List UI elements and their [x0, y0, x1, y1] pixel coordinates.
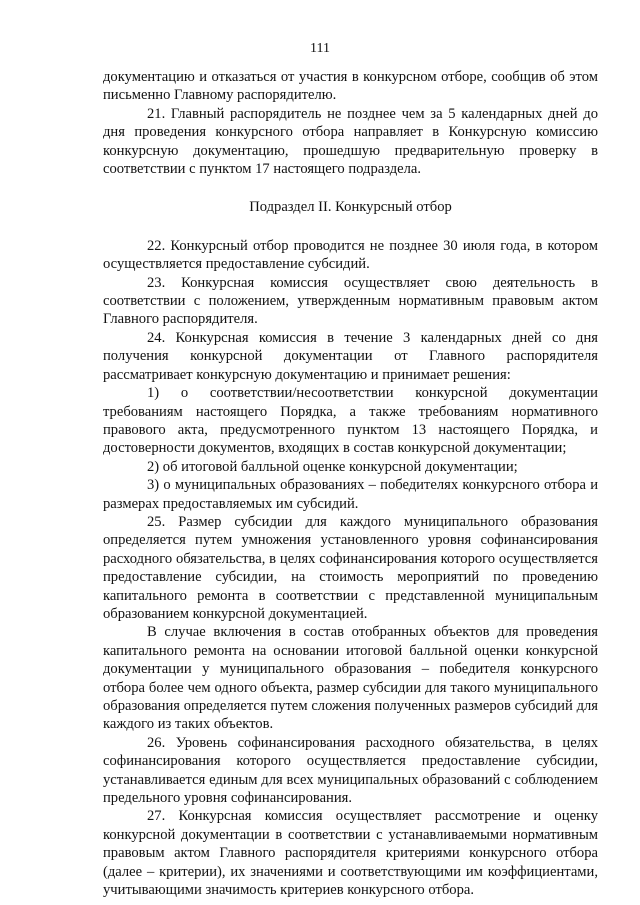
paragraph-24: 24. Конкурсная комиссия в течение 3 календарных дней со дня получения конкурсной документации от Главного распорядителя рассматривает конкурсную документацию и принимает решения:	[103, 329, 598, 383]
document-body	[103, 68, 598, 899]
list-item-3: 3) о муниципальных образованиях – победителях конкурсного отбора и размерах предоставляемых им субсидий.	[103, 477, 598, 512]
paragraph-continuation: документацию и отказаться от участия в конкурсном отборе, сообщив об этом письменно Главному распорядителю.	[103, 69, 598, 104]
paragraph-23: 23. Конкурсная комиссия осуществляет свою деятельность в соответствии с положением, утвержденным нормативным правовым актом Главного распорядителя.	[103, 274, 598, 328]
paragraph-26: 26. Уровень софинансирования расходного обязательства, в целях софинансирования которого осуществляется предоставление субсидии, устанавливается единым для всех муниципальных образований с соблюдением предельного уровня софинансирования.	[103, 734, 598, 807]
paragraph-27: 27. Конкурсная комиссия осуществляет рассмотрение и оценку конкурсной документации в соответствии с устанавливаемыми нормативным правовым актом Главного распорядителя критериями конкурсного отбора (далее – критерии), их значениями и соответствующими им коэффициентами, учитывающими значимость критериев конкурсного отбора.	[103, 808, 598, 899]
list-item-2: 2) об итоговой балльной оценке конкурсной документации;	[147, 458, 518, 475]
page-number: 111	[310, 41, 330, 56]
section-heading: Подраздел II. Конкурсный отбор	[249, 199, 452, 216]
paragraph-21: 21. Главный распорядитель не позднее чем за 5 календарных дней до дня проведения конкурсного отбора направляет в Конкурсную комиссию конкурсную документацию, прошедшую предварительную проверку в соответствии с пунктом 17 настоящего подраздела.	[103, 105, 598, 178]
paragraph-25: 25. Размер субсидии для каждого муниципального образования определяется путем умножения установленного уровня софинансирования расходного обязательства, в целях софинансирования которого осуществляется предоставление субсидии, на стоимость мероприятий по проведению капитального ремонта в соответствии с представленной муниципальным образованием конкурсной документацией.	[103, 513, 598, 622]
paragraph-22: 22. Конкурсный отбор проводится не позднее 30 июля года, в котором осуществляется предоставление субсидий.	[103, 237, 598, 273]
paragraph-25-continued: В случае включения в состав отобранных объектов для проведения капитального ремонта на основании итоговой балльной оценки конкурсной документации у муниципального образования – победителя конкурсного отбора более чем одного объекта, размер субсидии для такого муниципального образования определяется путем сложения полученных размеров субсидий для каждого из таких объектов.	[103, 624, 598, 733]
list-item-1: 1) о соответствии/несоответствии конкурсной документации требованиям настоящего Порядка, а также требованиям нормативного правового акта, предусмотренного пунктом 13 настоящего Порядка, и достоверности документов, входящих в состав конкурсной документации;	[103, 385, 598, 457]
